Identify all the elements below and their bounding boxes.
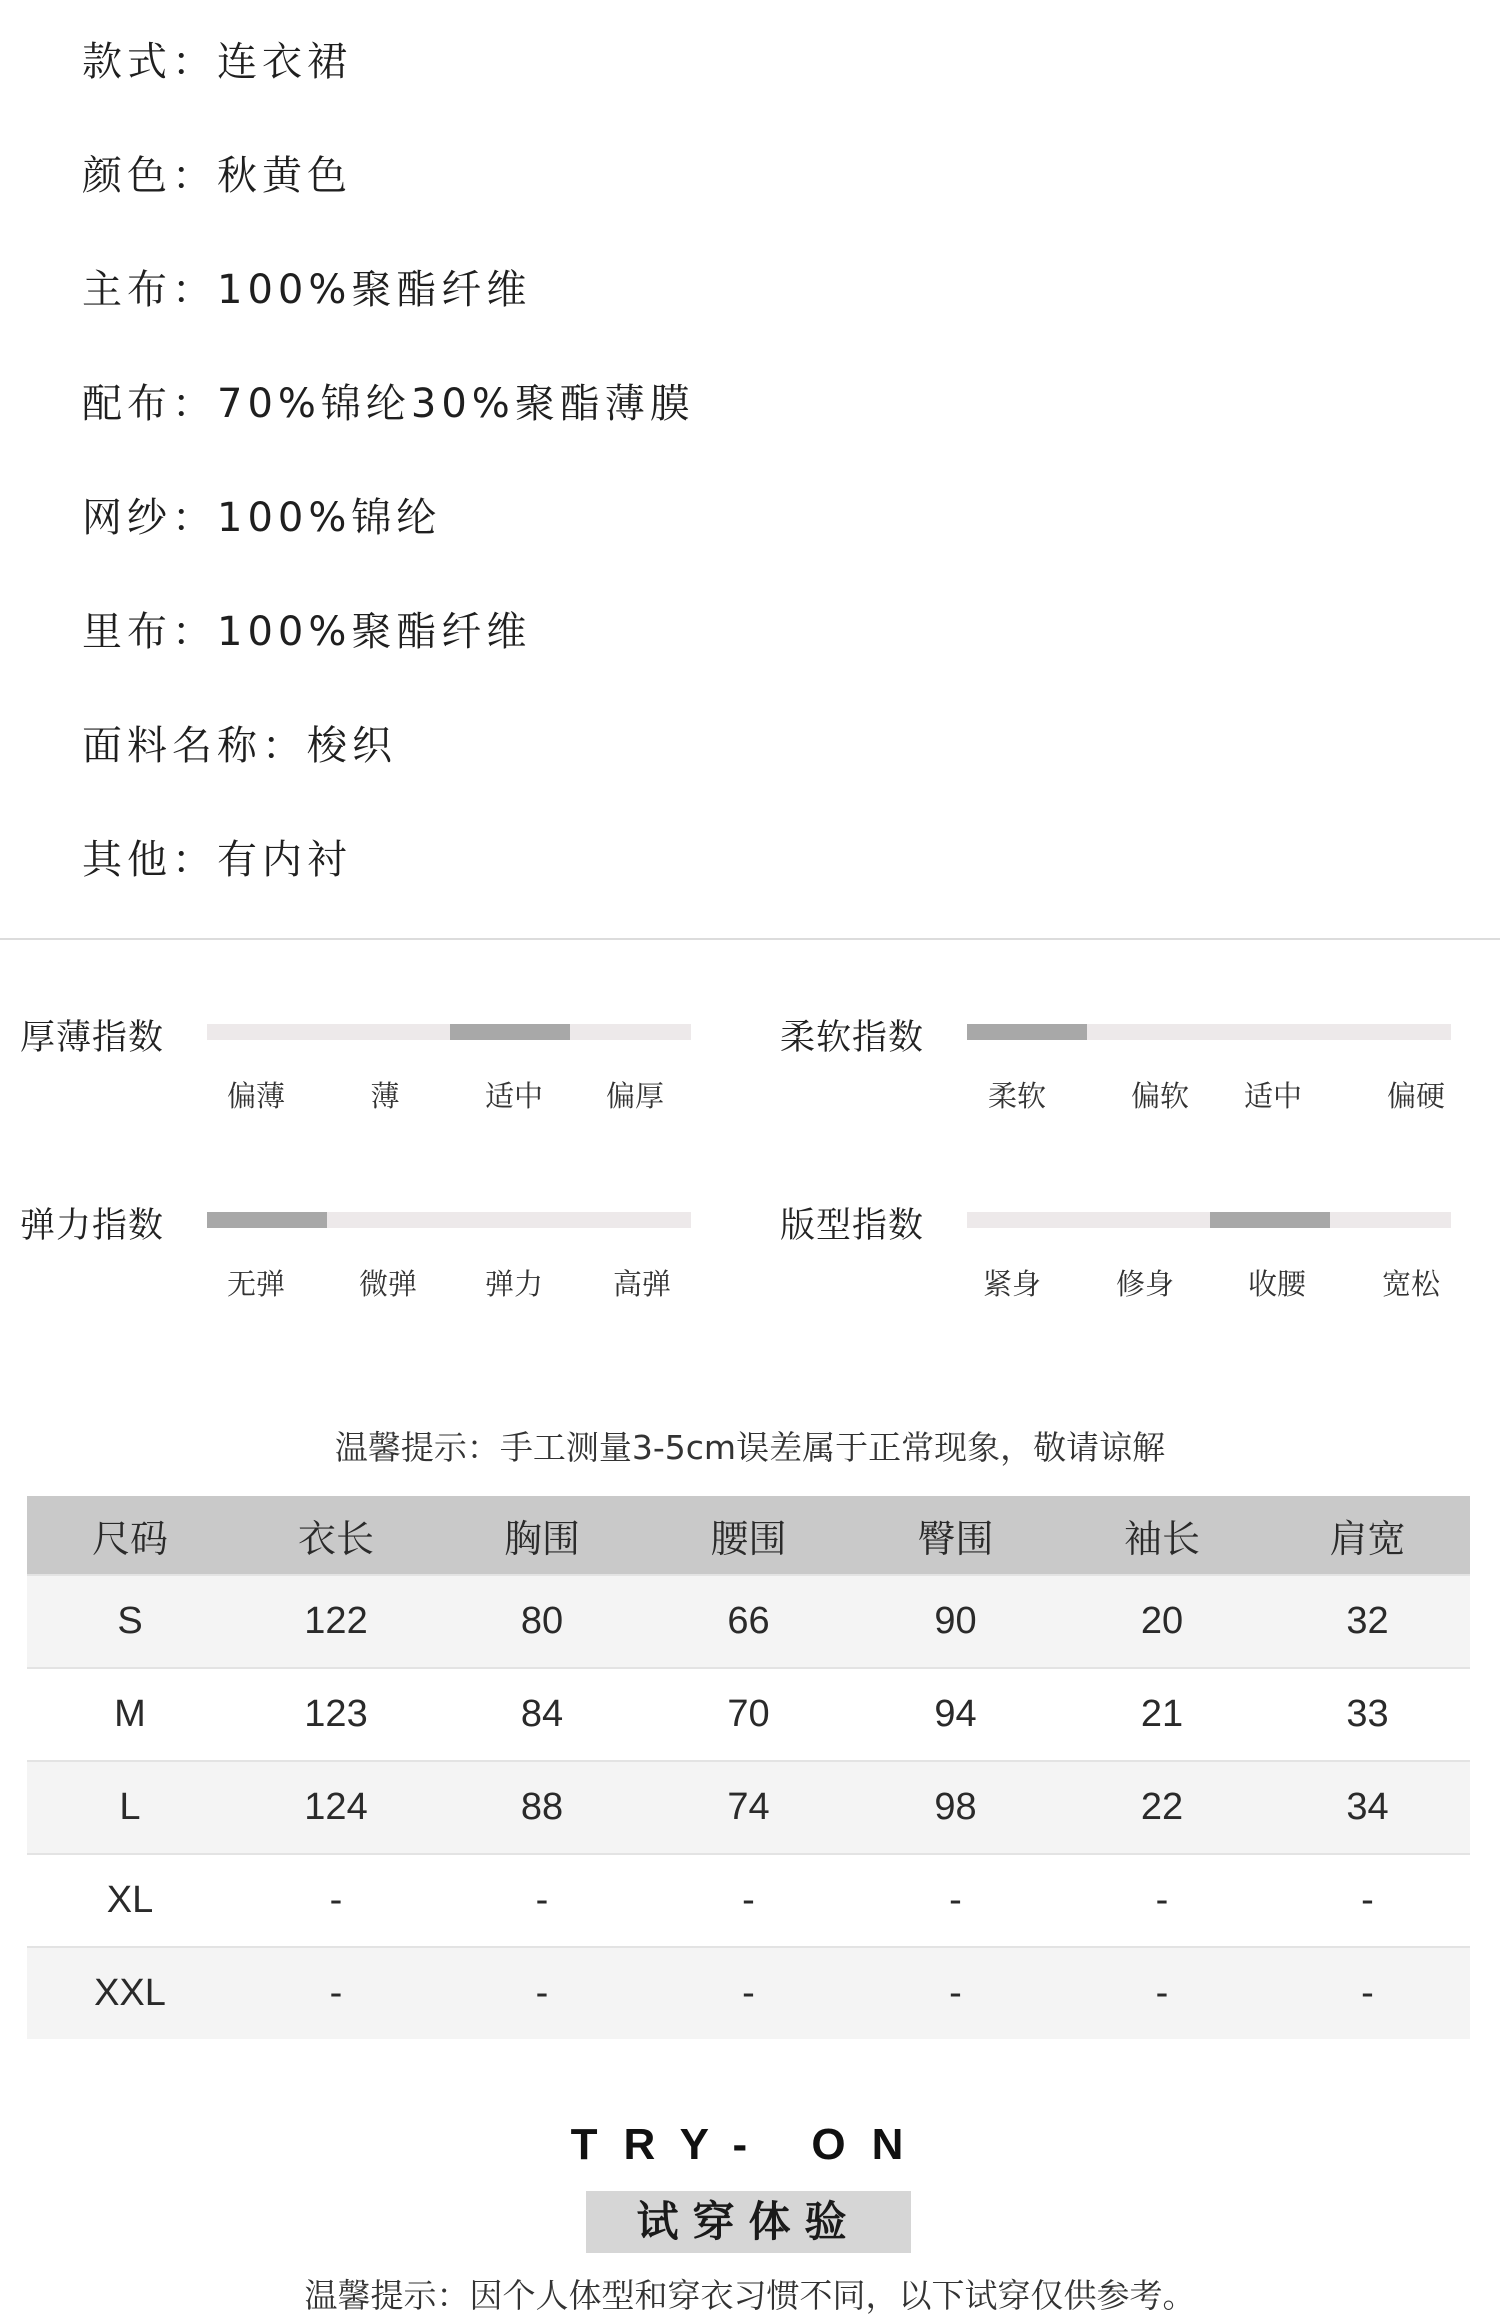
spec-other [82, 832, 352, 888]
spec-label: 面料名称： [82, 723, 307, 769]
table-cell: - [852, 1854, 1059, 1947]
column-header: 衣长 [233, 1496, 439, 1575]
table-cell: 74 [645, 1761, 852, 1854]
column-header: 肩宽 [1265, 1496, 1470, 1575]
table-cell: - [439, 1947, 645, 2039]
table-cell: XL [27, 1854, 233, 1947]
index-option: 偏厚 [605, 1079, 664, 1113]
index-option: 偏薄 [226, 1079, 285, 1113]
table-cell: - [1059, 1947, 1265, 2039]
size-table [27, 1496, 1470, 2039]
spec-value: 梭织 [307, 723, 397, 769]
table-cell: - [233, 1854, 439, 1947]
table-cell: 124 [233, 1761, 439, 1854]
index-option: 适中 [1243, 1079, 1302, 1113]
table-cell: 88 [439, 1761, 645, 1854]
table-cell: M [27, 1668, 233, 1761]
spec-value: 100%聚酯纤维 [217, 609, 532, 655]
spec-mesh [82, 490, 441, 546]
table-cell: - [1265, 1854, 1470, 1947]
table-cell: - [1059, 1854, 1265, 1947]
spec-value: 100%锦纶 [217, 495, 442, 541]
spec-value: 有内衬 [217, 837, 352, 883]
measurement-notice: 温馨提示：手工测量3-5cm误差属于正常现象，敬请谅解 [334, 1428, 1166, 1467]
column-header: 腰围 [645, 1496, 852, 1575]
table-cell: - [852, 1947, 1059, 2039]
index-track [967, 1212, 1451, 1228]
table-cell: 22 [1059, 1761, 1265, 1854]
index-option: 无弹 [226, 1267, 285, 1301]
index-title: 弹力指数 [20, 1206, 165, 1246]
index-title: 版型指数 [780, 1206, 925, 1246]
table-row [27, 1668, 1470, 1761]
column-header: 臀围 [852, 1496, 1059, 1575]
section-divider [0, 938, 1500, 940]
index-level-indicator [1210, 1212, 1330, 1228]
table-cell: L [27, 1761, 233, 1854]
table-cell: - [645, 1854, 852, 1947]
table-row [27, 1575, 1470, 1668]
column-header: 袖长 [1059, 1496, 1265, 1575]
column-header: 尺码 [27, 1496, 233, 1575]
spec-label: 配布： [82, 381, 217, 427]
spec-label: 款式： [82, 39, 217, 85]
index-option: 弹力 [484, 1267, 543, 1301]
column-header: 胸围 [439, 1496, 645, 1575]
table-row [27, 1854, 1470, 1947]
index-option: 紧身 [982, 1267, 1041, 1301]
spec-label: 其他： [82, 837, 217, 883]
tryon-badge: 试穿体验 [586, 2191, 911, 2253]
index-track [967, 1024, 1451, 1040]
spec-label: 网纱： [82, 495, 217, 541]
table-cell: - [439, 1854, 645, 1947]
index-option: 柔软 [987, 1079, 1046, 1113]
table-cell: 20 [1059, 1575, 1265, 1668]
table-row [27, 1761, 1470, 1854]
size-table-header [27, 1496, 1470, 1575]
index-level-indicator [967, 1024, 1087, 1040]
table-cell: 70 [645, 1668, 852, 1761]
table-cell: 90 [852, 1575, 1059, 1668]
table-cell: 123 [233, 1668, 439, 1761]
index-title: 厚薄指数 [20, 1018, 165, 1058]
spec-value: 100%聚酯纤维 [217, 267, 532, 313]
index-option: 薄 [370, 1079, 400, 1113]
table-cell: 66 [645, 1575, 852, 1668]
table-cell: 21 [1059, 1668, 1265, 1761]
index-track [207, 1024, 691, 1040]
table-cell: - [233, 1947, 439, 2039]
spec-label: 颜色： [82, 153, 217, 199]
spec-value: 秋黄色 [217, 153, 352, 199]
table-cell: 80 [439, 1575, 645, 1668]
table-row [27, 1947, 1470, 2039]
spec-label: 主布： [82, 267, 217, 313]
table-cell: 94 [852, 1668, 1059, 1761]
index-option: 宽松 [1381, 1267, 1440, 1301]
spec-fabric-name [82, 718, 397, 774]
index-option: 偏软 [1130, 1079, 1189, 1113]
index-option: 适中 [484, 1079, 543, 1113]
index-title: 柔软指数 [780, 1018, 925, 1058]
index-option: 高弹 [612, 1267, 671, 1301]
spec-main-fabric [82, 262, 531, 318]
tryon-title: TRY- ON [570, 2120, 930, 2169]
index-option: 修身 [1115, 1267, 1174, 1301]
index-option: 微弹 [358, 1267, 417, 1301]
table-cell: - [1265, 1947, 1470, 2039]
table-cell: XXL [27, 1947, 233, 2039]
table-cell: - [645, 1947, 852, 2039]
spec-secondary-fabric [82, 376, 695, 432]
index-level-indicator [450, 1024, 570, 1040]
spec-value: 连衣裙 [217, 39, 352, 85]
table-cell: 84 [439, 1668, 645, 1761]
table-cell: 122 [233, 1575, 439, 1668]
tryon-notice: 温馨提示：因个人体型和穿衣习惯不同，以下试穿仅供参考。 [304, 2276, 1196, 2315]
table-cell: 98 [852, 1761, 1059, 1854]
spec-lining [82, 604, 531, 660]
table-cell: S [27, 1575, 233, 1668]
spec-style [82, 34, 352, 90]
index-option: 偏硬 [1386, 1079, 1445, 1113]
index-level-indicator [207, 1212, 327, 1228]
spec-color [82, 148, 352, 204]
index-track [207, 1212, 691, 1228]
index-option: 收腰 [1247, 1267, 1306, 1301]
spec-label: 里布： [82, 609, 217, 655]
table-cell: 33 [1265, 1668, 1470, 1761]
spec-value: 70%锦纶30%聚酯薄膜 [217, 381, 695, 427]
table-cell: 34 [1265, 1761, 1470, 1854]
table-cell: 32 [1265, 1575, 1470, 1668]
